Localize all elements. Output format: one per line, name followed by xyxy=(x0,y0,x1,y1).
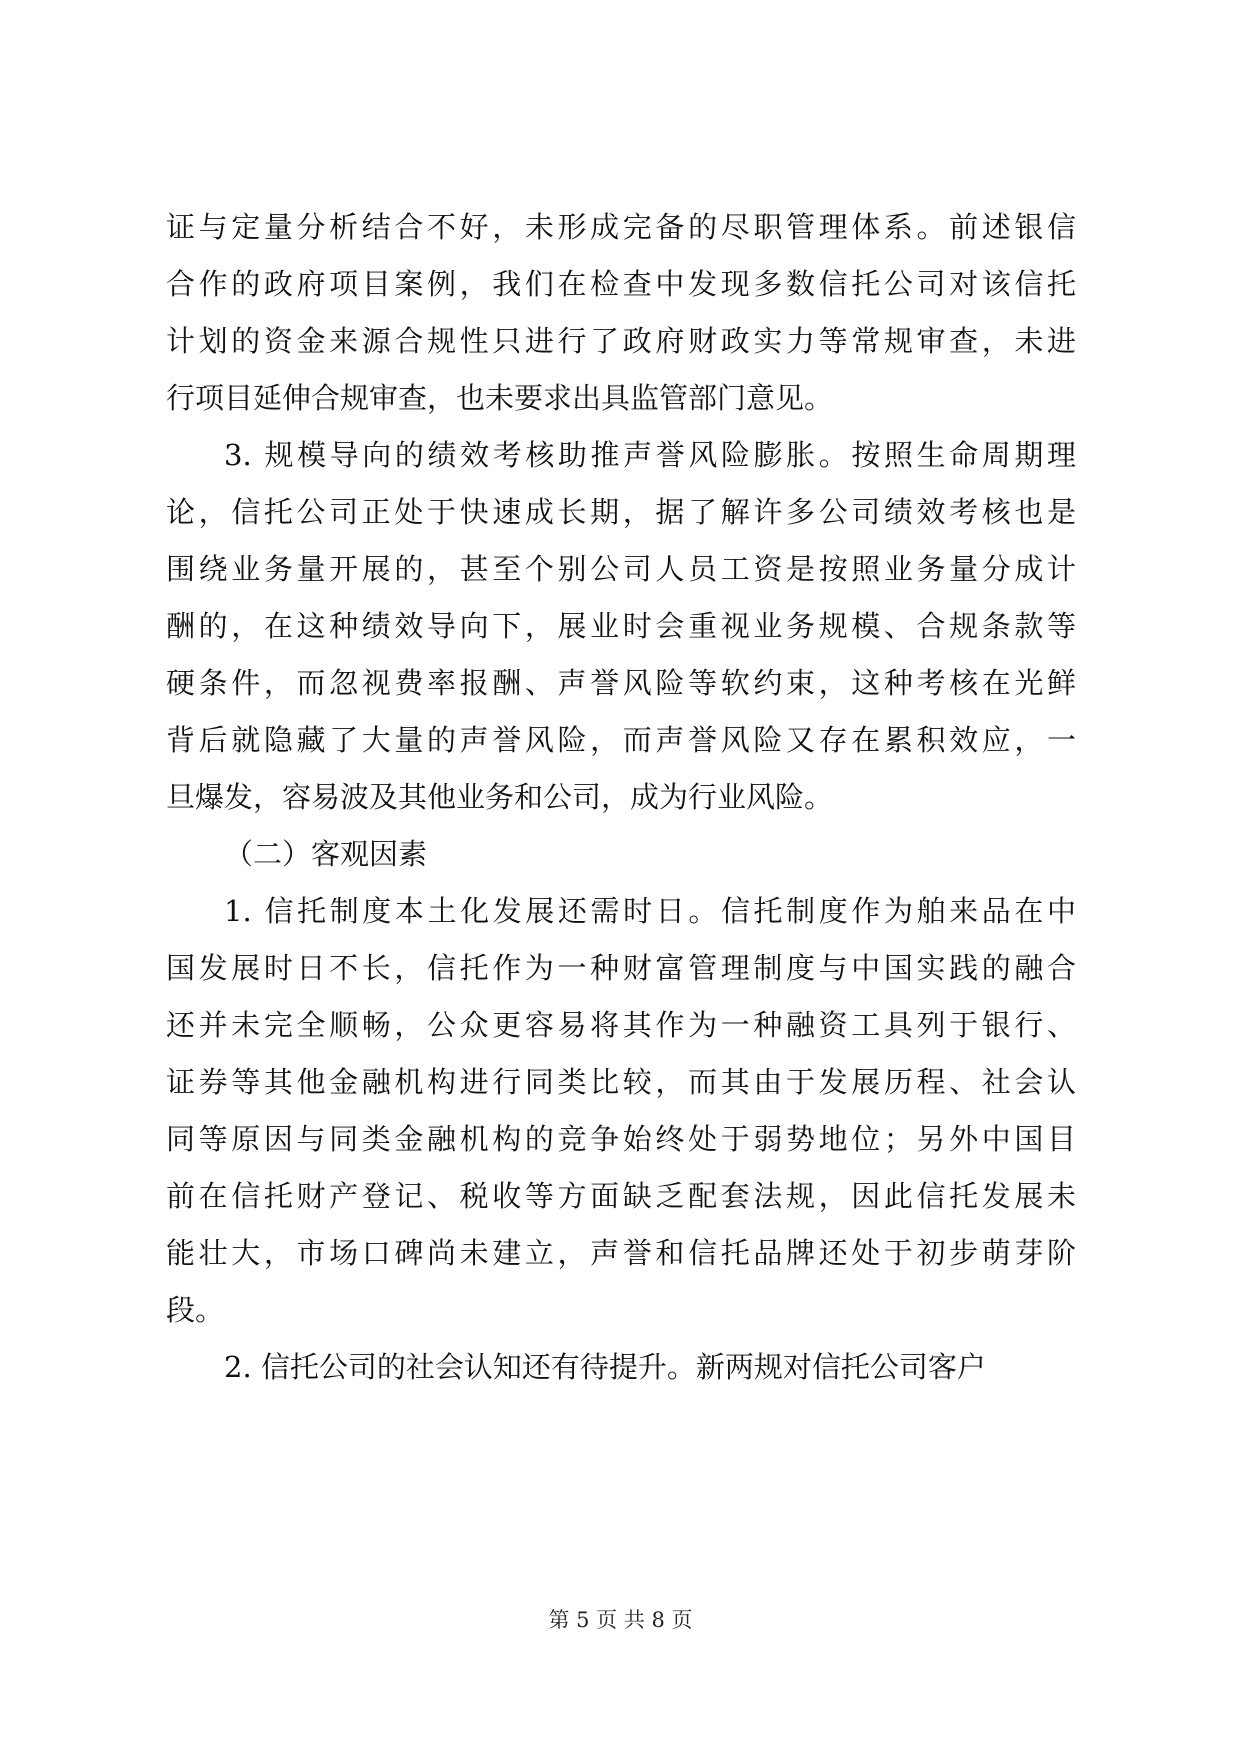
body-text-line: 能壮大，市场口碑尚未建立，声誉和信托品牌还处于初步萌芽阶 xyxy=(166,1236,1076,1270)
body-text-line: 旦爆发，容易波及其他业务和公司，成为行业风险。 xyxy=(166,780,834,814)
body-text-line: 同等原因与同类金融机构的竞争始终处于弱势地位；另外中国目 xyxy=(166,1122,1076,1156)
section-heading: （二）客观因素 xyxy=(224,837,428,871)
body-text-line: 国发展时日不长，信托作为一种财富管理制度与中国实践的融合 xyxy=(166,951,1076,985)
page-footer: 第 5 页 共 8 页 xyxy=(548,1608,693,1632)
body-text-line: 还并未完全顺畅，公众更容易将其作为一种融资工具列于银行、 xyxy=(166,1008,1076,1042)
body-text-line: 背后就隐藏了大量的声誉风险，而声誉风险又存在累积效应，一 xyxy=(166,723,1076,757)
body-text-line: 计划的资金来源合规性只进行了政府财政实力等常规审查，未进 xyxy=(166,324,1076,358)
body-text-line: 硬条件，而忽视费率报酬、声誉风险等软约束，这种考核在光鲜 xyxy=(166,666,1076,700)
body-text-line: 3. 规模导向的绩效考核助推声誉风险膨胀。按照生命周期理 xyxy=(224,438,1076,472)
body-text-line: 围绕业务量开展的，甚至个别公司人员工资是按照业务量分成计 xyxy=(166,552,1076,586)
body-text-line: 1. 信托制度本土化发展还需时日。信托制度作为舶来品在中 xyxy=(224,894,1076,928)
body-text-line: 证券等其他金融机构进行同类比较，而其由于发展历程、社会认 xyxy=(166,1065,1076,1099)
body-text-line: 2. 信托公司的社会认知还有待提升。新两规对信托公司客户 xyxy=(224,1350,986,1384)
body-text-line: 酬的，在这种绩效导向下，展业时会重视业务规模、合规条款等 xyxy=(166,609,1076,643)
body-text-line: 前在信托财产登记、税收等方面缺乏配套法规，因此信托发展未 xyxy=(166,1179,1076,1213)
body-text-line: 段。 xyxy=(166,1293,225,1327)
body-text-line: 证与定量分析结合不好，未形成完备的尽职管理体系。前述银信 xyxy=(166,210,1076,244)
body-text-line: 论，信托公司正处于快速成长期，据了解许多公司绩效考核也是 xyxy=(166,495,1076,529)
body-text-line: 行项目延伸合规审查，也未要求出具监管部门意见。 xyxy=(166,381,834,415)
body-text-line: 合作的政府项目案例，我们在检查中发现多数信托公司对该信托 xyxy=(166,267,1076,301)
